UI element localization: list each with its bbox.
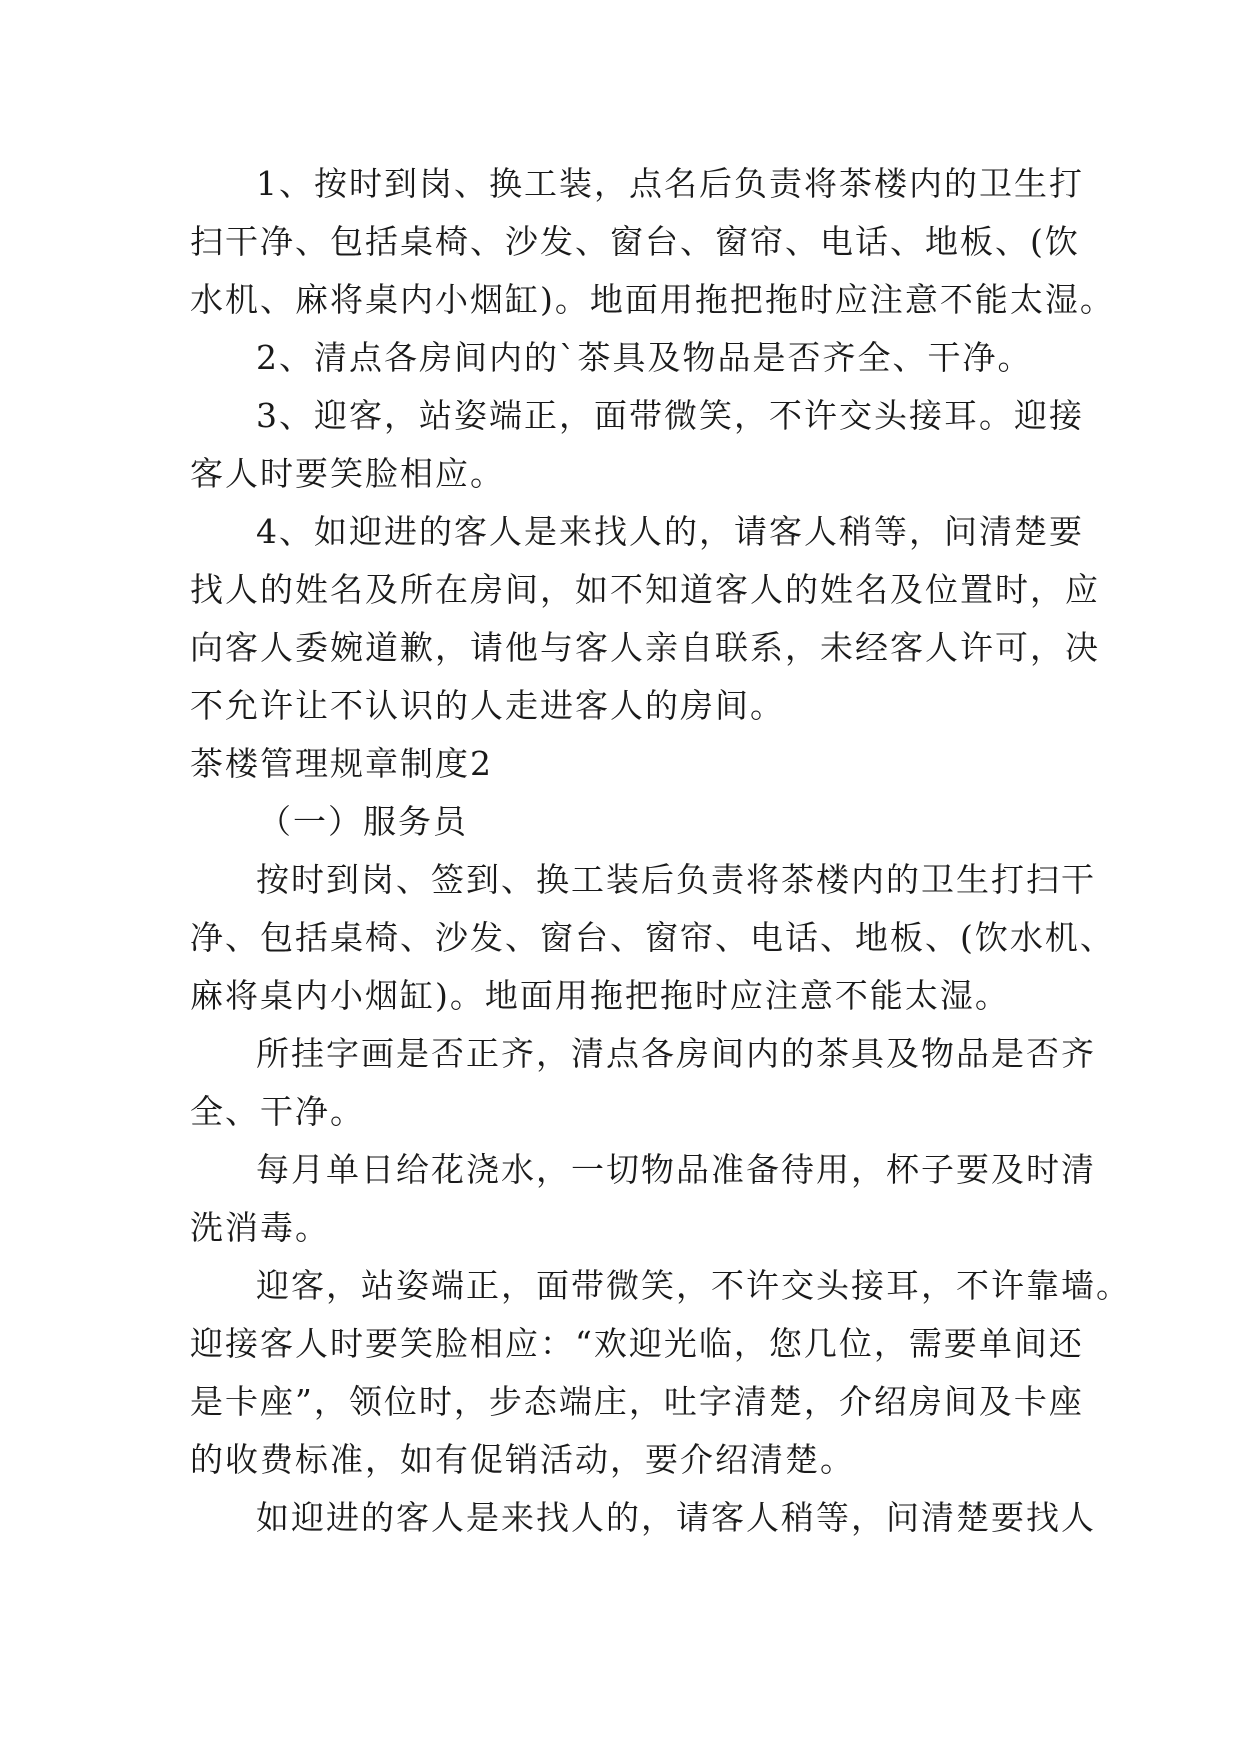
section-title: 茶楼管理规章制度2	[190, 744, 493, 783]
paragraph-line: 净、包括桌椅、沙发、窗台、窗帘、电话、地板、(饮水机、	[190, 918, 1115, 957]
paragraph-line: 每月单日给花浇水，一切物品准备待用，杯子要及时清	[256, 1150, 1096, 1189]
paragraph-line: 不允许让不认识的人走进客人的房间。	[190, 686, 785, 725]
paragraph-line: 2、清点各房间内的`茶具及物品是否齐全、干净。	[256, 338, 1033, 377]
paragraph-line: 按时到岗、签到、换工装后负责将茶楼内的卫生打扫干	[256, 860, 1096, 899]
paragraph-line: 全、干净。	[190, 1092, 365, 1131]
paragraph-line: 如迎进的客人是来找人的，请客人稍等，问清楚要找人	[256, 1498, 1096, 1537]
subsection-heading: （一）服务员	[258, 802, 468, 841]
paragraph-line: 扫干净、包括桌椅、沙发、窗台、窗帘、电话、地板、(饮	[190, 222, 1080, 261]
paragraph-line: 麻将桌内小烟缸)。地面用拖把拖时应注意不能太湿。	[190, 976, 1010, 1015]
paragraph-line: 向客人委婉道歉，请他与客人亲自联系，未经客人许可，决	[190, 628, 1100, 667]
paragraph-line: 1、按时到岗、换工装，点名后负责将茶楼内的卫生打	[256, 164, 1084, 203]
paragraph-line: 水机、麻将桌内小烟缸)。地面用拖把拖时应注意不能太湿。	[190, 280, 1115, 319]
paragraph-line: 的收费标准，如有促销活动，要介绍清楚。	[190, 1440, 855, 1479]
paragraph-line: 找人的姓名及所在房间，如不知道客人的姓名及位置时，应	[190, 570, 1100, 609]
paragraph-line: 所挂字画是否正齐，清点各房间内的茶具及物品是否齐	[256, 1034, 1096, 1073]
paragraph-line: 4、如迎进的客人是来找人的，请客人稍等，问清楚要	[256, 512, 1084, 551]
paragraph-line: 洗消毒。	[190, 1208, 330, 1247]
paragraph-line: 客人时要笑脸相应。	[190, 454, 505, 493]
paragraph-line: 是卡座”，领位时，步态端庄，吐字清楚，介绍房间及卡座	[190, 1382, 1084, 1421]
paragraph-line: 3、迎客，站姿端正，面带微笑，不许交头接耳。迎接	[256, 396, 1084, 435]
paragraph-line: 迎客，站姿端正，面带微笑，不许交头接耳，不许靠墙。	[256, 1266, 1131, 1305]
paragraph-line: 迎接客人时要笑脸相应：“欢迎光临，您几位，需要单间还	[190, 1324, 1084, 1363]
